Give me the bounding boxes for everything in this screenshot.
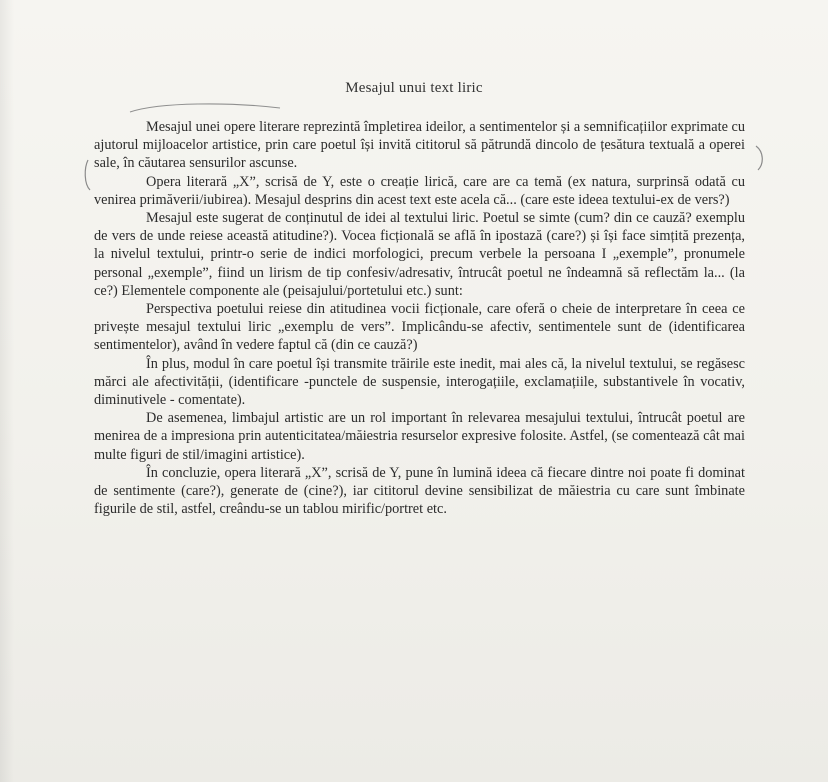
paragraph-theme: Opera literară „X”, scrisă de Y, este o creație lirică, care are ca temă (ex natura, surprinsă odată cu venirea primăverii/iubirea). Mesajul desprins din acest text este acela că... (care este ideea textului-ex de vers?) bbox=[94, 173, 745, 208]
paragraph-affectivity: În plus, modul în care poetul își transmite trăirile este inedit, mai ales că, la nivelul textului, se regăsesc mărci ale afectivității, (identificare -punctele de suspensie, interogațiile, exclamațiile, substantivele în vocativ, diminutivele - comentate). bbox=[94, 355, 745, 409]
paragraph-message: Mesajul este sugerat de conținutul de idei al textului liric. Poetul se simte (cum? din ce cauză? exemplu de vers de unde reiese această atitudine?). Vocea ficțională se află în ipostază (care?) și își face simțită prezența, la nivelul textului, printr-o serie de indici morfologici, precum verbele la persoana I „exemple”, pronumele personal „exemple”, fiind un lirism de tip confesiv/adresativ, întrucât poetul ne îndeamnă să reflectăm la... (la ce?) Elementele componente ale (peisajului/portetului etc.) sunt: bbox=[94, 210, 745, 299]
paragraph-artistic-language: De asemenea, limbajul artistic are un rol important în relevarea mesajului textului, întrucât poetul are menirea de a impresiona prin autenticitatea/măiestria resurselor expresive folosite. Astfel, (se comentează cât mai multe figuri de stil/imagini artistice). bbox=[94, 410, 745, 463]
paragraph-perspective: Perspectiva poetului reiese din atitudinea vocii ficționale, care oferă o cheie de interpretare în ceea ce privește mesajul textului liric „exemplu de vers”. Implicându-se afectiv, sentimentele sunt de (identificarea sentimentelor), având în vedere faptul că (din ce cauză?) bbox=[94, 301, 745, 354]
page-edge-shadow bbox=[0, 0, 14, 782]
document-title: Mesajul unui text liric bbox=[345, 80, 483, 96]
document-body bbox=[94, 118, 745, 518]
paragraph-intro: Mesajul unei opere literare reprezintă împletirea ideilor, a sentimentelor și a semnificațiilor exprimate cu ajutorul mijloacelor artistice, prin care poetul își invită cititorul să pătrundă dincolo de țesătura textuală a operei sale, în căutarea sensurilor ascunse. bbox=[94, 119, 745, 172]
paragraph-conclusion: În concluzie, opera literară „X”, scrisă de Y, pune în lumină ideea că fiecare dintre noi poate fi dominat de sentimente (care?), generate de (cine?), iar cititorul devine sensibilizat de măiestria cu care sunt îmbinate figurile de stil, astfel, creându-se un tablou mirific/portret etc. bbox=[94, 464, 745, 518]
